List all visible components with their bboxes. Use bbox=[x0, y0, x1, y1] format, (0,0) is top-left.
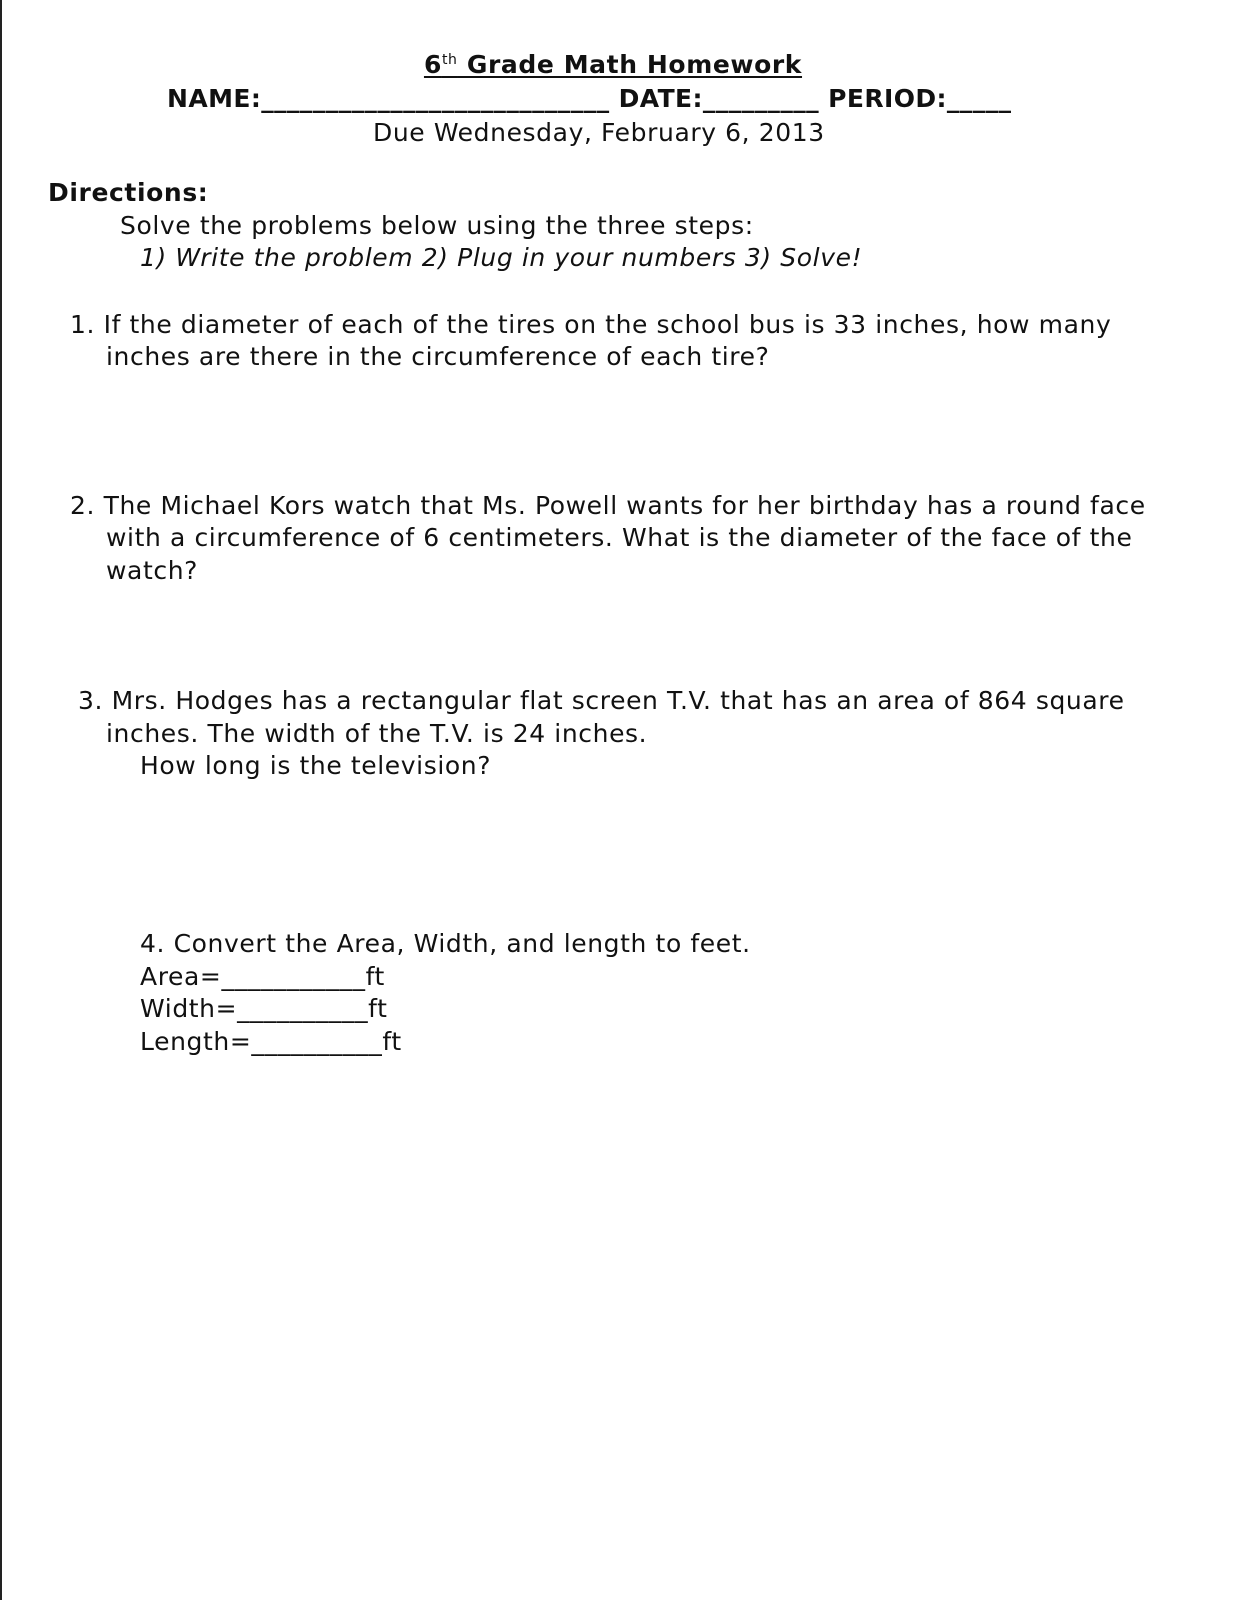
question-1-line-1: 1. If the diameter of each of the tires on the school bus is 33 inches, how many bbox=[70, 310, 1112, 339]
name-field[interactable]: NAME:___________________________ bbox=[167, 84, 610, 113]
length-answer-blank[interactable]: Length=__________ft bbox=[140, 1027, 402, 1056]
student-info-row bbox=[167, 84, 1011, 114]
worksheet-title bbox=[0, 50, 1236, 80]
question-3-line-1: 3. Mrs. Hodges has a rectangular flat screen T.V. that has an area of 864 square bbox=[78, 686, 1125, 715]
title-text bbox=[424, 50, 802, 79]
title-ordinal-suffix: th bbox=[441, 52, 458, 68]
page-left-border bbox=[0, 0, 2, 1600]
question-2-line-1: 2. The Michael Kors watch that Ms. Powell wants for her birthday has a round face bbox=[70, 491, 1146, 520]
question-4-prompt: 4. Convert the Area, Width, and length to feet. bbox=[140, 929, 751, 958]
question-3-line-3: How long is the television? bbox=[140, 751, 492, 780]
due-date: Due Wednesday, February 6, 2013 bbox=[373, 118, 825, 147]
directions-instruction: Solve the problems below using the three steps: bbox=[120, 211, 754, 240]
question-3-line-2: inches. The width of the T.V. is 24 inches. bbox=[106, 719, 648, 748]
area-answer-blank[interactable]: Area=___________ft bbox=[140, 962, 385, 991]
directions-heading: Directions: bbox=[48, 178, 209, 207]
date-field[interactable]: DATE:_________ bbox=[618, 84, 820, 113]
question-1-line-2: inches are there in the circumference of each tire? bbox=[106, 342, 770, 371]
title-rest: Grade Math Homework bbox=[457, 50, 803, 79]
directions-steps: 1) Write the problem 2) Plug in your numbers 3) Solve! bbox=[140, 243, 863, 272]
period-field[interactable]: PERIOD:_____ bbox=[828, 84, 1012, 113]
width-answer-blank[interactable]: Width=__________ft bbox=[140, 994, 388, 1023]
title-grade-number: 6 bbox=[423, 50, 442, 79]
question-2-line-2: with a circumference of 6 centimeters. What is the diameter of the face of the bbox=[106, 523, 1133, 552]
question-2-line-3: watch? bbox=[106, 556, 199, 585]
